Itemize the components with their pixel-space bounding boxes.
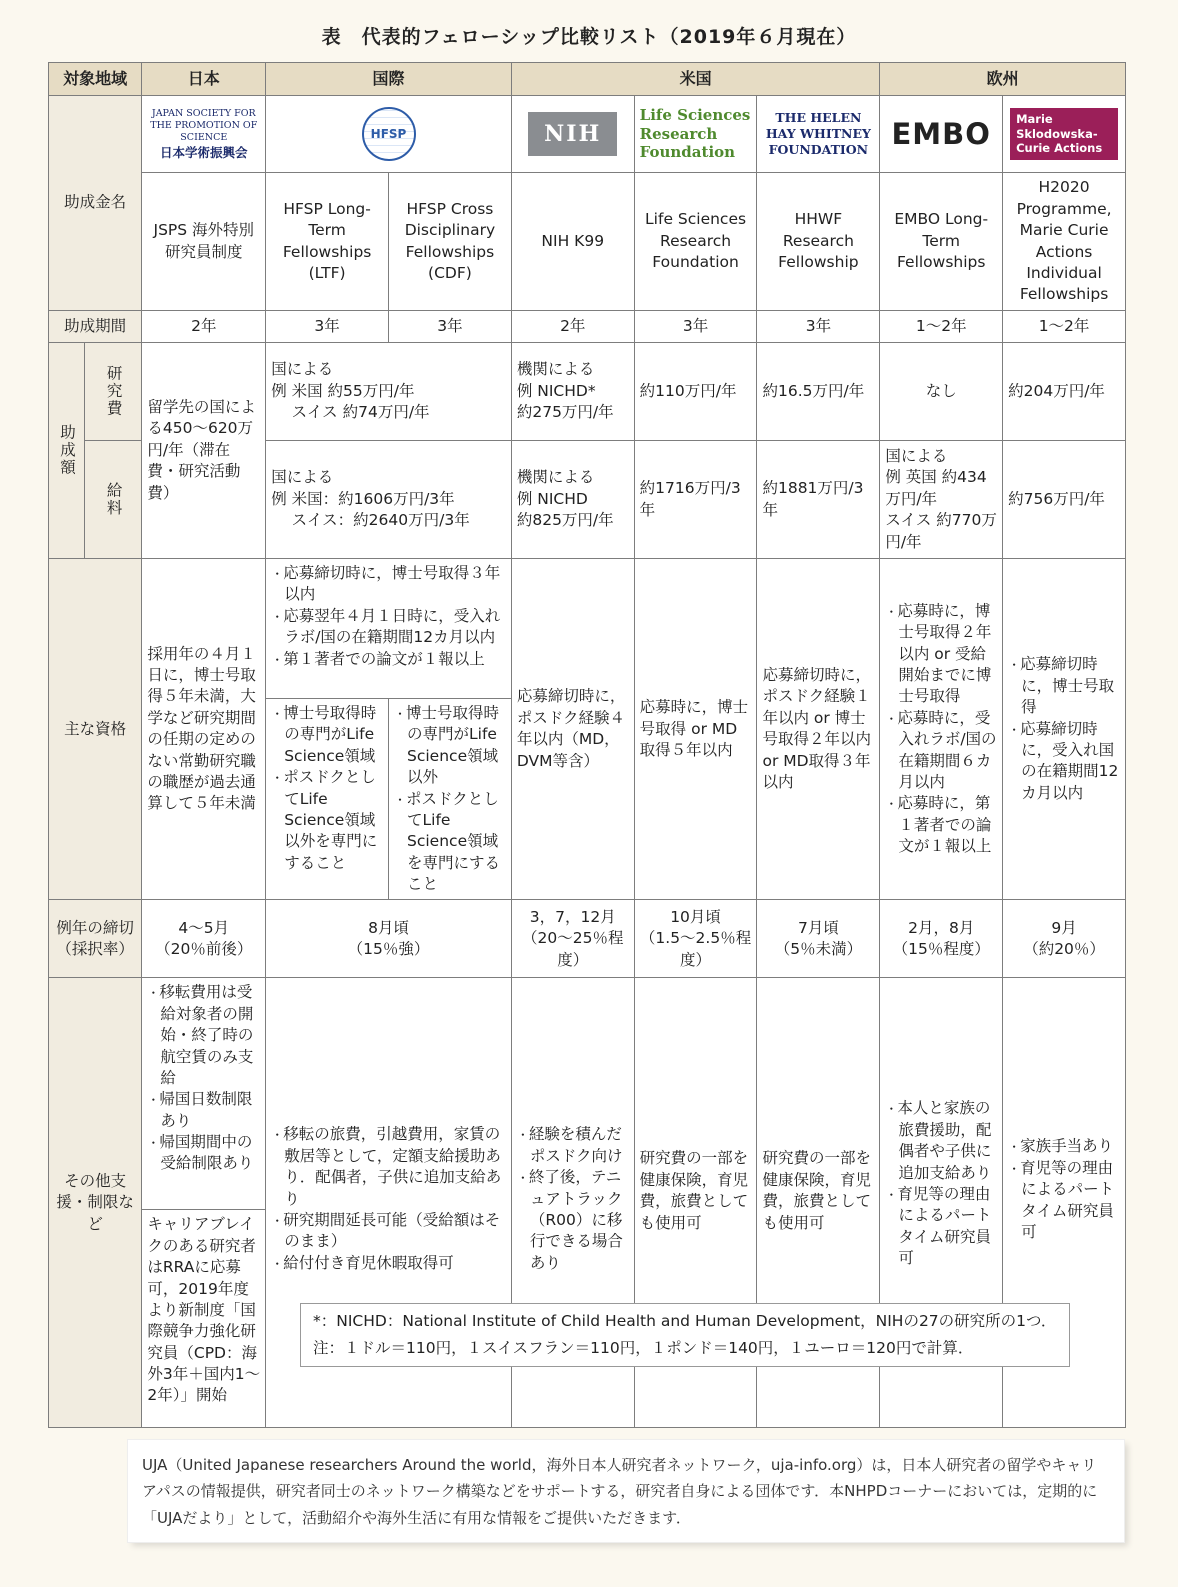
list-item: ・ 応募時に，博士号取得２年以内 or 受給開始までに博士号取得 bbox=[885, 601, 997, 708]
salary-msca: 約756万円/年 bbox=[1003, 441, 1126, 559]
deadline-hhwf: 7月頃 （5％未満） bbox=[757, 900, 880, 978]
list-item: ・ 家族手当あり bbox=[1008, 1136, 1120, 1157]
list-item: ・ 応募時に，受入れラボ/国の在籍期間６カ月以内 bbox=[885, 708, 997, 794]
name-ltf: HFSP Long-Term Fellowships (LTF) bbox=[266, 173, 389, 311]
eligibility-row-1 bbox=[49, 559, 1126, 699]
salary-hhwf: 約1881万円/3年 bbox=[757, 441, 880, 559]
list-item: ・ 給付付き育児休暇取得可 bbox=[271, 1253, 506, 1274]
eligibility-cdf bbox=[389, 699, 512, 900]
footnote-exchange: 注：１ドル＝110円，１スイスフラン＝110円，１ポンド＝140円，１ユーロ＝120円で計算． bbox=[313, 1339, 974, 1358]
list-item: ・ 本人と家族の旅費援助，配偶者や子供に追加支給あり bbox=[885, 1098, 997, 1184]
hhwf-logo: THE HELEN HAY WHITNEY FOUNDATION bbox=[757, 96, 880, 173]
msca-logo: Marie Sklodowska-Curie Actions bbox=[1003, 96, 1126, 173]
eligibility-ltf bbox=[266, 699, 389, 900]
deadline-nih: 3，7，12月 （20～25％程度） bbox=[511, 900, 634, 978]
list-item: ・ 応募時に，第１著者での論文が１報以上 bbox=[885, 793, 997, 857]
name-embo: EMBO Long-Term Fellowships bbox=[880, 173, 1003, 311]
lsrf-logo: Life Sciences Research Foundation bbox=[634, 96, 757, 173]
nih-logo: NIH bbox=[511, 96, 634, 173]
period-embo: 1～2年 bbox=[880, 311, 1003, 343]
fellowship-table bbox=[48, 62, 1126, 1428]
logo-row bbox=[49, 96, 1126, 173]
name-lsrf: Life Sciences Research Foundation bbox=[634, 173, 757, 311]
list-item: ・ 経験を積んだポスドク向け bbox=[517, 1124, 629, 1167]
salary-hfsp: 国による 例 米国：約1606万円/3年 スイス：約2640万円/3年 bbox=[266, 441, 512, 559]
list-item: ・ 応募締切時に，受入れ国の在籍期間12カ月以内 bbox=[1008, 719, 1120, 805]
deadline-lsrf: 10月頃 （1.5～2.5％程度） bbox=[634, 900, 757, 978]
period-hhwf: 3年 bbox=[757, 311, 880, 343]
region-us: 米国 bbox=[511, 63, 879, 96]
research-jsps: 留学先の国による450～620万円/年（滞在費・研究活動費） bbox=[142, 343, 266, 559]
name-label: 助成金名 bbox=[49, 96, 142, 311]
eligibility-embo bbox=[880, 559, 1003, 900]
list-item: ・ 帰国期間中の受給制限あり bbox=[147, 1132, 260, 1175]
research-nih: 機関による 例 NICHD* 約275万円/年 bbox=[511, 343, 634, 441]
eligibility-label: 主な資格 bbox=[49, 559, 142, 900]
list-item: ・ 第１著者での論文が１報以上 bbox=[271, 649, 506, 670]
list-item: ・ 研究期間延長可能（受給額はそのまま） bbox=[271, 1210, 506, 1253]
list-item: ・ 応募締切時に，博士号取得 bbox=[1008, 654, 1120, 718]
list-item: ・ 帰国日数制限あり bbox=[147, 1089, 260, 1132]
region-international: 国際 bbox=[266, 63, 512, 96]
research-hhwf: 約16.5万円/年 bbox=[757, 343, 880, 441]
deadline-msca: 9月 （約20％） bbox=[1003, 900, 1126, 978]
uja-description: UJA（United Japanese researchers Around the world，海外日本人研究者ネットワーク，uja-info.org）は，日本人研究者の留学やキャリアパスの情報提供，研究者同士のネットワーク構築などをサポートする，研究者自身による団体です．本NHPDコーナーにおいては，定期的に「UJAだより」として，活動紹介や海外生活に有用な情報をご提供いただきます． bbox=[128, 1440, 1124, 1542]
eligibility-lsrf: 応募時に，博士号取得 or MD取得５年以内 bbox=[634, 559, 757, 900]
deadline-jsps: 4～5月 （20％前後） bbox=[142, 900, 266, 978]
region-europe: 欧州 bbox=[880, 63, 1126, 96]
jsps-logo: JAPAN SOCIETY FOR THE PROMOTION OF SCIENCE 日本学術振興会 bbox=[142, 96, 266, 173]
research-hfsp: 国による 例 米国 約55万円/年 スイス 約74万円/年 bbox=[266, 343, 512, 441]
name-hhwf: HHWF Research Fellowship bbox=[757, 173, 880, 311]
eligibility-hfsp-common bbox=[266, 559, 512, 699]
period-ltf: 3年 bbox=[266, 311, 389, 343]
region-label: 対象地域 bbox=[49, 63, 142, 96]
other-label: その他支援・制限など bbox=[49, 978, 142, 1428]
list-item: ・ 終了後，テニュアトラック（R00）に移行できる場合あり bbox=[517, 1167, 629, 1274]
amount-label: 助成額 bbox=[49, 343, 85, 559]
deadline-embo: 2月，8月 （15％程度） bbox=[880, 900, 1003, 978]
fellowship-name-row bbox=[49, 173, 1126, 311]
period-lsrf: 3年 bbox=[634, 311, 757, 343]
list-item: ・ 応募翌年４月１日時に，受入れラボ/国の在籍期間12カ月以内 bbox=[271, 606, 506, 649]
name-jsps: JSPS 海外特別研究員制度 bbox=[142, 173, 266, 311]
hfsp-logo bbox=[266, 96, 512, 173]
list-item: ・ 移転の旅費，引越費用，家賃の敷居等として，定額支給援助あり．配偶者，子供に追加支給あり bbox=[271, 1124, 506, 1210]
other-lsrf: 研究費の一部を健康保険，育児費，旅費としても使用可 bbox=[634, 978, 757, 1428]
other-support-row-1 bbox=[49, 978, 1126, 1210]
name-nih: NIH K99 bbox=[511, 173, 634, 311]
footnote-box bbox=[300, 1303, 1070, 1367]
research-cost-row bbox=[49, 343, 1126, 441]
list-item: ・ ポスドクとしてLife Science領域を専門にすること bbox=[394, 789, 506, 896]
period-label: 助成期間 bbox=[49, 311, 142, 343]
other-hhwf: 研究費の一部を健康保険，育児費，旅費としても使用可 bbox=[757, 978, 880, 1428]
eligibility-hhwf: 応募締切時に，ポスドク経験１年以内 or 博士号取得２年以内 or MD取得３年以内 bbox=[757, 559, 880, 900]
period-cdf: 3年 bbox=[389, 311, 512, 343]
research-lsrf: 約110万円/年 bbox=[634, 343, 757, 441]
other-jsps bbox=[142, 978, 266, 1210]
list-item: ・ ポスドクとしてLife Science領域以外を専門にすること bbox=[271, 767, 383, 874]
salary-label: 給料 bbox=[84, 441, 142, 559]
deadline-label: 例年の締切（採択率） bbox=[49, 900, 142, 978]
eligibility-nih: 応募締切時に，ポスドク経験４年以内（MD，DVM等含） bbox=[511, 559, 634, 900]
research-label: 研究費 bbox=[84, 343, 142, 441]
salary-lsrf: 約1716万円/3年 bbox=[634, 441, 757, 559]
region-header-row bbox=[49, 63, 1126, 96]
region-japan: 日本 bbox=[142, 63, 266, 96]
list-item: ・ 移転費用は受給対象者の開始・終了時の航空賃のみ支給 bbox=[147, 982, 260, 1089]
globe-icon: HFSP bbox=[362, 107, 416, 161]
list-item: ・ 博士号取得時の専門がLife Science領域以外 bbox=[394, 703, 506, 789]
list-item: ・ 育児等の理由によるパートタイム研究員可 bbox=[1008, 1158, 1120, 1244]
list-item: ・ 博士号取得時の専門がLife Science領域 bbox=[271, 703, 383, 767]
eligibility-jsps: 採用年の４月１日に，博士号取得５年未満，大学など研究期間の任期の定めのない常勤研究職の職歴が過去通算して５年未満 bbox=[142, 559, 266, 900]
name-cdf: HFSP Cross Disciplinary Fellowships (CDF) bbox=[389, 173, 512, 311]
other-jsps-box: キャリアブレイクのある研究者はRRAに応募可，2019年度より新制度「国際競争力強化研究員（CPD：海外3年＋国内1～2年）」開始 bbox=[142, 1210, 266, 1428]
eligibility-msca bbox=[1003, 559, 1126, 900]
research-msca: 約204万円/年 bbox=[1003, 343, 1126, 441]
salary-nih: 機関による 例 NICHD 約825万円/年 bbox=[511, 441, 634, 559]
period-row bbox=[49, 311, 1126, 343]
embo-logo: EMBO bbox=[880, 96, 1003, 173]
deadline-row bbox=[49, 900, 1126, 978]
list-item: ・ 育児等の理由によるパートタイム研究員可 bbox=[885, 1184, 997, 1270]
salary-embo: 国による 例 英国 約434万円/年 スイス 約770万円/年 bbox=[880, 441, 1003, 559]
page-title: 表 代表的フェローシップ比較リスト（2019年６月現在） bbox=[321, 26, 857, 48]
deadline-hfsp: 8月頃 （15％強） bbox=[266, 900, 512, 978]
footnote-nichd: *：NICHD：National Institute of Child Health and Human Development，NIHの27の研究所の1つ． bbox=[313, 1312, 1057, 1330]
list-item: ・ 応募締切時に，博士号取得３年以内 bbox=[271, 563, 506, 606]
period-msca: 1～2年 bbox=[1003, 311, 1126, 343]
name-msca: H2020 Programme, Marie Curie Actions Individual Fellowships bbox=[1003, 173, 1126, 311]
period-nih: 2年 bbox=[511, 311, 634, 343]
period-jsps: 2年 bbox=[142, 311, 266, 343]
research-embo: なし bbox=[880, 343, 1003, 441]
